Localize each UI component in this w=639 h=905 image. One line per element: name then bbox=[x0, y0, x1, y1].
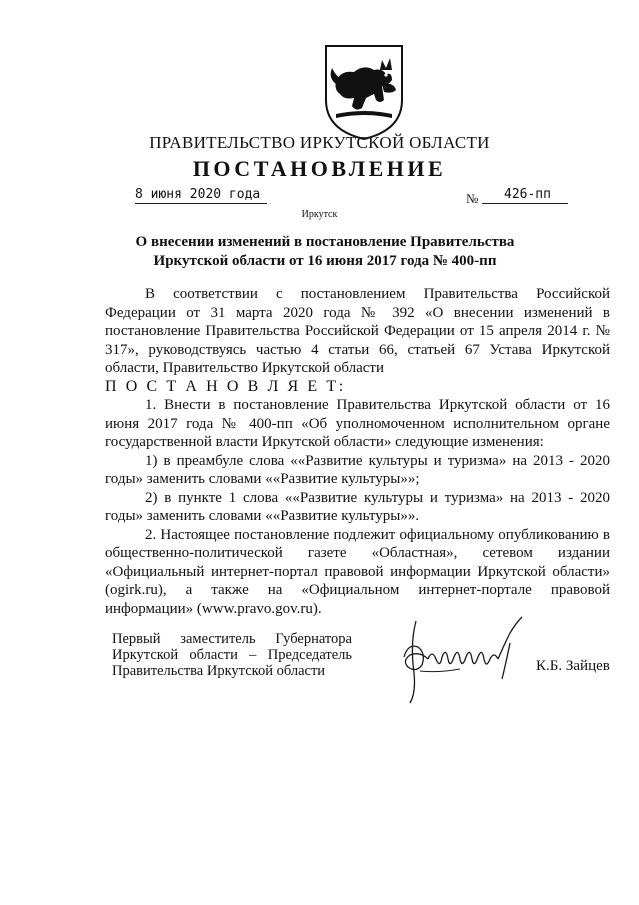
city-name: Иркутск bbox=[301, 209, 338, 220]
position-line-1: Первый заместитель Губернатора bbox=[112, 631, 352, 647]
preamble-paragraph: В соответствии с постановлением Правительства Российской Федерации от 31 марта 2020 года № 392 «О внесении изменений в постановление Правительства Российской Федерации от 15 апреля 2014 г. № 317», руководствуясь частью 4 статьи 66, статьей 67 Устава Иркутской области, Правительство Иркутской области bbox=[105, 286, 610, 376]
position-line-3: Правительства Иркутской области bbox=[112, 663, 326, 679]
document-type: ПОСТАНОВЛЕНИЕ bbox=[192, 156, 447, 181]
position-line-2: Иркутской области – Председатель bbox=[112, 647, 352, 663]
item-1-1-paragraph: 1) в преамбуле слова ««Развитие культуры и туризма» на 2013 - 2020 годы» заменить словами ««Развитие культуры»»; bbox=[105, 452, 610, 487]
signatory-position bbox=[112, 631, 352, 679]
document-date: 8 июня 2020 года bbox=[135, 187, 267, 204]
organization-name: ПРАВИТЕЛЬСТВО ИРКУТСКОЙ ОБЛАСТИ bbox=[149, 133, 490, 152]
item-1-paragraph: 1. Внести в постановление Правительства Иркутской области от 16 июня 2017 года № 400-пп «Об уполномоченном исполнительном органе государственной власти Иркутской области» следующие изменения: bbox=[105, 397, 610, 450]
signer-name: К.Б. Зайцев bbox=[536, 658, 610, 674]
item-1-2-paragraph: 2) в пункте 1 слова ««Развитие культуры и туризма» на 2013 - 2020 годы» заменить словами ««Развитие культуры»». bbox=[105, 489, 610, 524]
document-title: О внесении изменений в постановление Правительства Иркутской области от 16 июня 2017 года № 400-пп bbox=[135, 234, 515, 269]
number-sign: № bbox=[466, 191, 479, 206]
document-body bbox=[105, 285, 610, 618]
handwritten-signature bbox=[398, 613, 532, 705]
item-2-paragraph: 2. Настоящее постановление подлежит официальному опубликованию в общественно-политической газете «Областная», сетевом издании «Официальный интернет-портал правовой информации Иркутской области» (ogirk.ru), а также на «Официальном интернет-портале правовой информации» (www.pravo.gov.ru). bbox=[105, 526, 610, 617]
document-number: 426-пп bbox=[482, 187, 568, 204]
resolves-heading: П О С Т А Н О В Л Я Е Т: bbox=[105, 377, 346, 395]
coat-of-arms-icon bbox=[322, 42, 406, 142]
